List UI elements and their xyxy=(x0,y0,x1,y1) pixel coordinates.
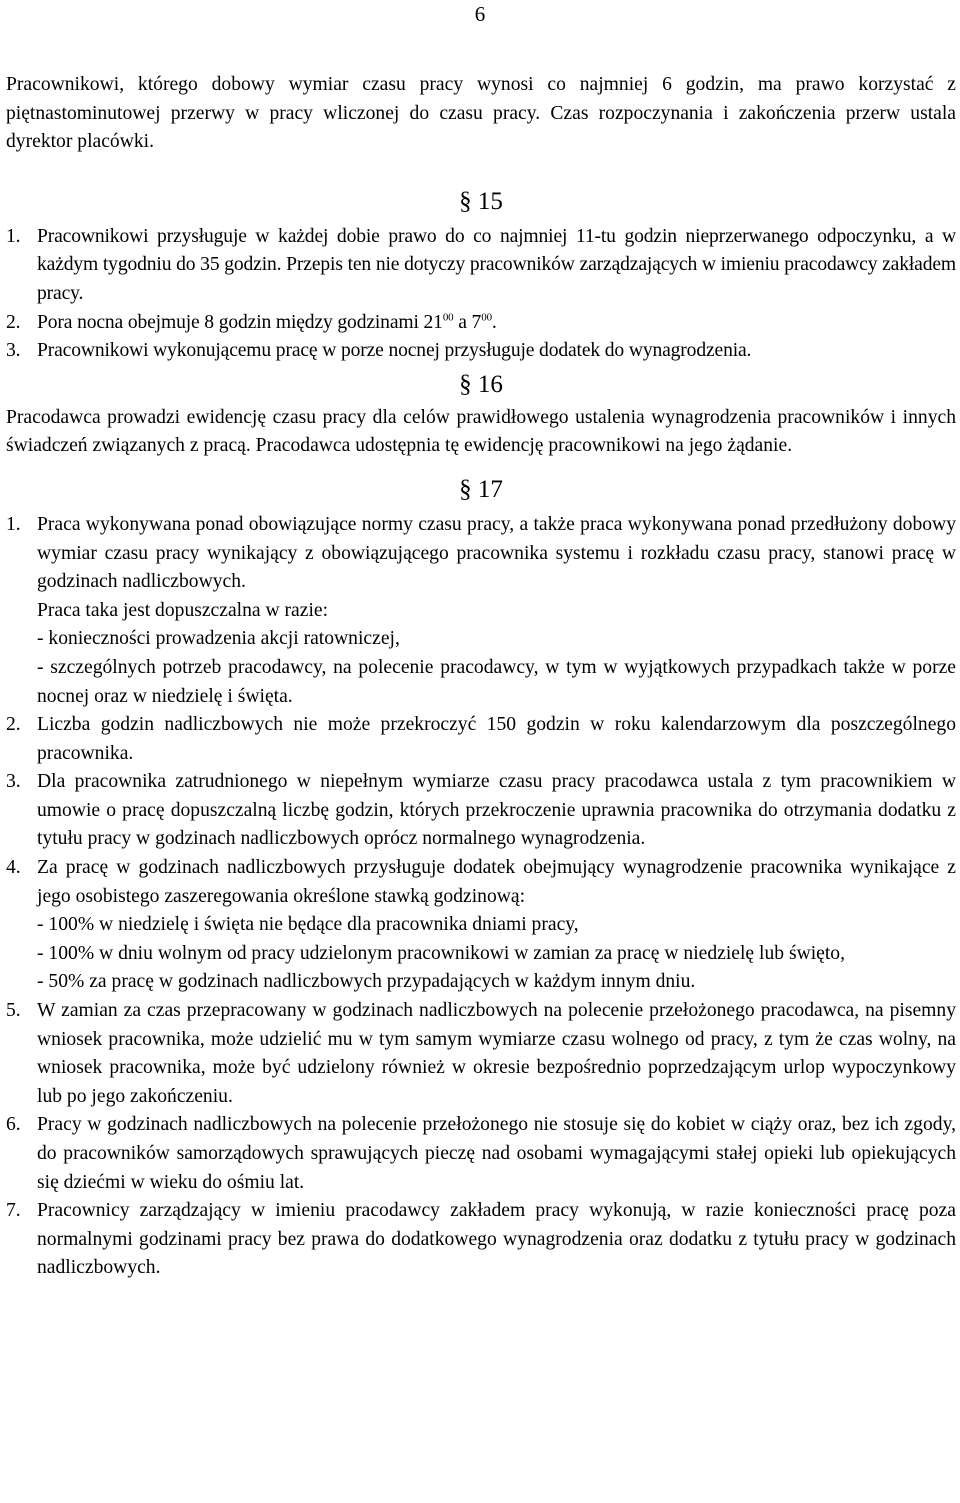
section-15-heading: § 15 xyxy=(459,187,503,215)
section-15-item-1: 1. Pracownikowi przysługuje w każdej dobie prawo do co najmniej 11-tu godzin nieprzerwanego odpoczynku, a w każdym tygodniu do 35 godzin. Przepis ten nie dotyczy pracowników zarządzających w imieniu pracodawcy zakładem pracy. xyxy=(6,225,956,304)
section-16-heading: § 16 xyxy=(459,370,503,398)
section-17-item-1-lead: Praca taka jest dopuszczalna w razie: xyxy=(37,599,329,621)
section-17-item-6: 6. Pracy w godzinach nadliczbowych na polecenie przełożonego nie stosuje się do kobiet w ciąży oraz, bez ich zgody, do pracowników samorządowych sprawujących pieczę nad osobami wymagającymi stałej opieki lub opiekujących się dziećmi w wieku do ośmiu lat. xyxy=(6,1114,956,1193)
section-15-item-3: 3. Pracownikowi wykonującemu pracę w porze nocnej przysługuje dodatek do wynagrodzenia. xyxy=(6,340,752,362)
page-number: 6 xyxy=(474,2,486,26)
intro-paragraph: Pracownikowi, którego dobowy wymiar czasu pracy wynosi co najmniej 6 godzin, ma prawo korzystać z piętnastominutowej przerwy w pracy wliczonej do czasu pracy. Czas rozpoczynania i zakończenia przerw ustala dyrektor placówki. xyxy=(6,74,956,153)
section-17-item-1: 1. Praca wykonywana ponad obowiązujące normy czasu pracy, a także praca wykonywana ponad przedłużony dobowy wymiar czasu pracy wynikający z obowiązującego pracownika systemu i rozkładu czasu pracy, stanowi pracę w godzinach nadliczbowych. xyxy=(6,513,956,593)
document-body xyxy=(6,71,956,1283)
section-17-item-3: 3. Dla pracownika zatrudnionego w niepełnym wymiarze czasu pracy pracodawca ustala z tym pracownikiem w umowie o pracę dopuszczalną liczbę godzin, których przekroczenie uprawnia pracownika do otrzymania dodatku z tytułu pracy w godzinach nadliczbowych oprócz normalnego wynagrodzenia. xyxy=(6,771,956,850)
section-17-item-5: 5. W zamian za czas przepracowany w godzinach nadliczbowych na polecenie przełożonego pracodawca, na pisemny wniosek pracownika, może udzielić mu w tym samym wymiarze czasu wolnego od pracy, z tym że czas wolny, na wniosek pracownika, może być udzielony również w okresie bezpośrednio poprzedzającym urlop wypoczynkowy lub po jego zakończeniu. xyxy=(6,1000,956,1107)
section-17-item-4-bullet-3: - 50% za pracę w godzinach nadliczbowych przypadających w każdym innym dniu. xyxy=(37,971,696,993)
section-17-item-4-bullet-2: - 100% w dniu wolnym od pracy udzielonym pracownikowi w zamian za pracę w niedzielę lub święto, xyxy=(37,942,846,964)
section-17-item-1-bullet-1: - konieczności prowadzenia akcji ratowniczej, xyxy=(37,628,400,650)
section-17-item-4-bullet-1: - 100% w niedzielę i święta nie będące dla pracownika dniami pracy, xyxy=(37,914,579,936)
section-17-item-7: 7. Pracownicy zarządzający w imieniu pracodawcy zakładem pracy wykonują, w razie konieczności pracę poza normalnymi godzinami pracy bez prawa do dodatkowego wynagrodzenia oraz dodatku z tytułu pracy w godzinach nadliczbowych. xyxy=(6,1200,956,1279)
section-15-item-2: 2. Pora nocna obejmuje 8 godzin między godzinami $21^{00}$ a $7^{00}$. xyxy=(6,311,497,333)
section-17-item-4: 4. Za pracę w godzinach nadliczbowych przysługuje dodatek obejmujący wynagrodzenie pracownika wynikające z jego osobistego zaszeregowania określone stawką godzinową: xyxy=(6,857,956,907)
section-17-item-1-bullet-2: - szczególnych potrzeb pracodawcy, na polecenie pracodawcy, w tym w wyjątkowych przypadkach także w porze nocnej oraz w niedzielę i święta. xyxy=(37,656,956,707)
section-16-paragraph: Pracodawca prowadzi ewidencję czasu pracy dla celów prawidłowego ustalenia wynagrodzenia pracowników i innych świadczeń związanych z pracą. Pracodawca udostępnia tę ewidencję pracownikowi na jego żądanie. xyxy=(6,406,956,457)
section-17-heading: § 17 xyxy=(459,475,503,503)
section-17-item-2: 2. Liczba godzin nadliczbowych nie może przekroczyć 150 godzin w roku kalendarzowym dla poszczególnego pracownika. xyxy=(6,714,956,764)
